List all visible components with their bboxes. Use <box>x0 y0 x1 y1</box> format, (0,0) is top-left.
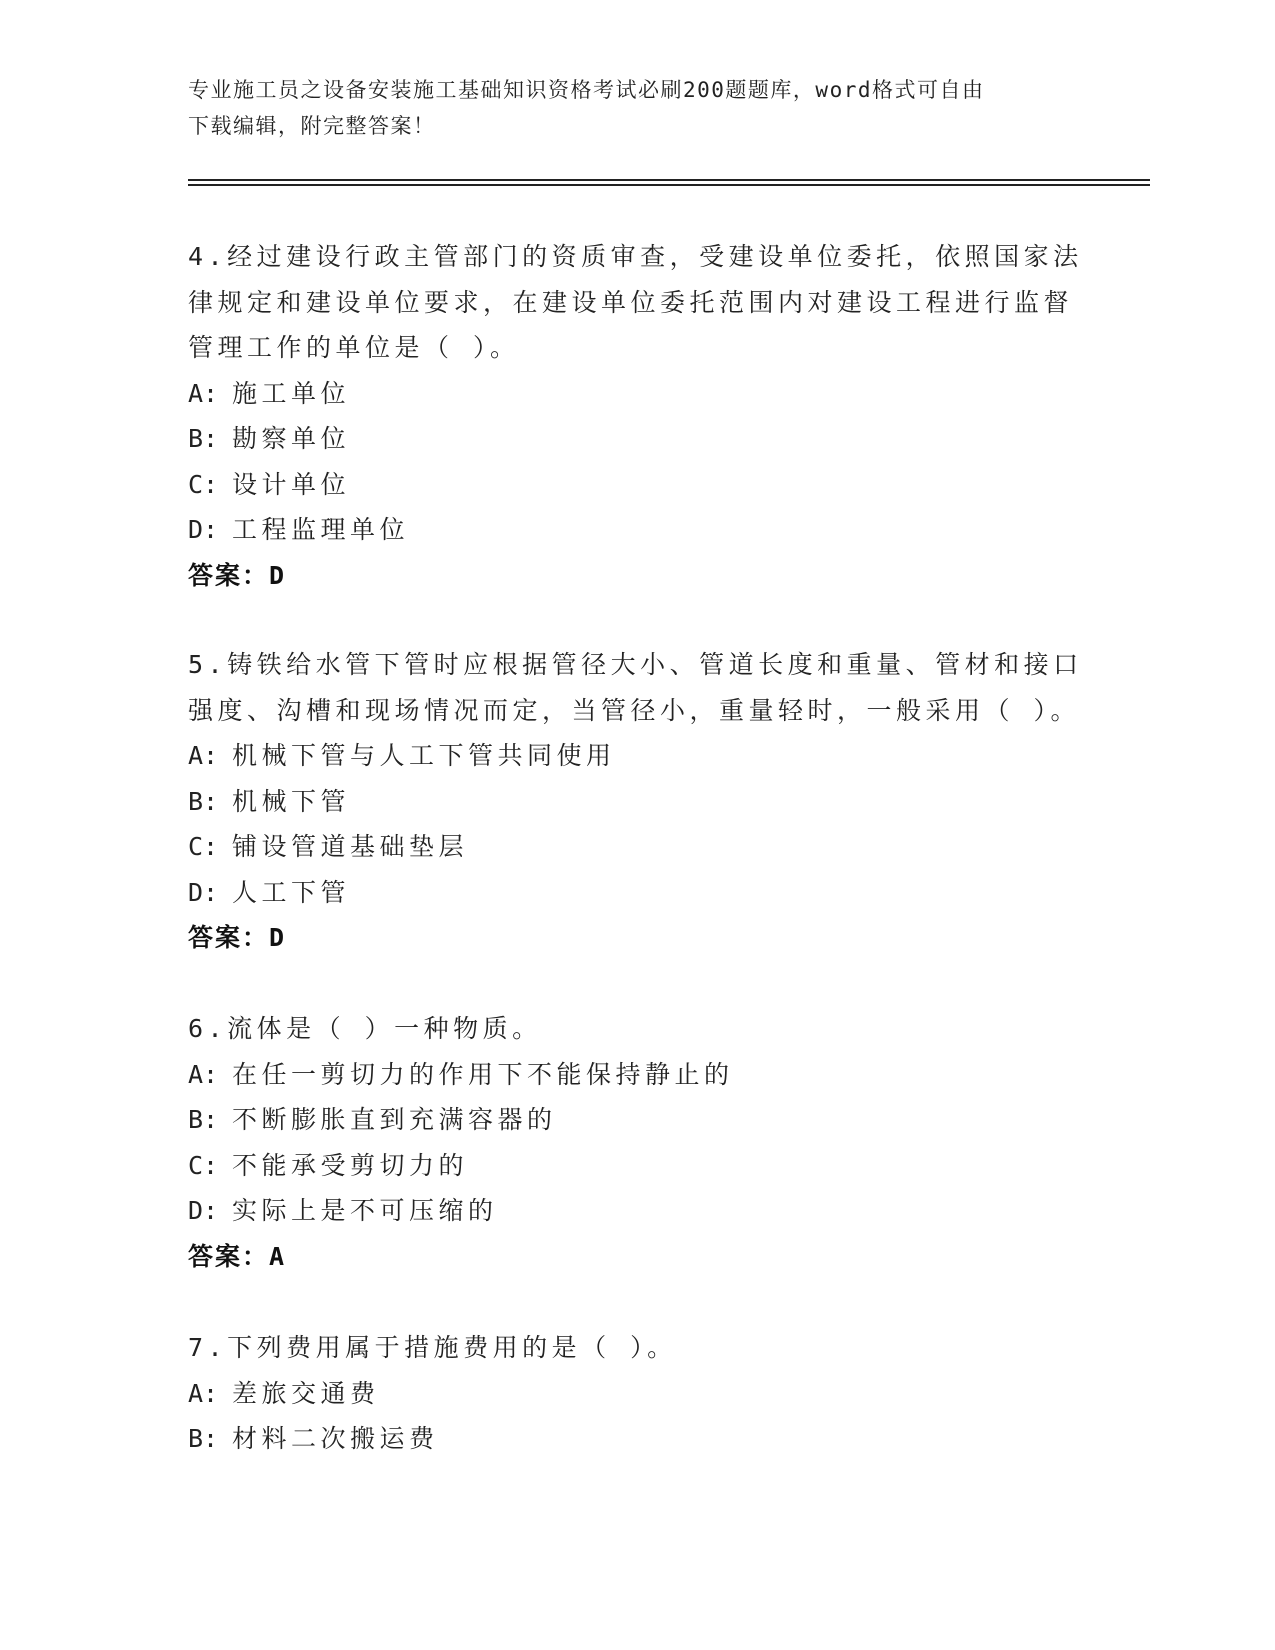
option-key: A: <box>188 1378 219 1408</box>
answer-label: 答案：A <box>188 1241 287 1271</box>
question-stem: 7.下列费用属于措施费用的是（ ）。 <box>188 1333 677 1362</box>
option-text: 不能承受剪切力的 <box>232 1150 469 1180</box>
option-text: 不断膨胀直到充满容器的 <box>232 1105 557 1134</box>
option-b <box>188 1416 1088 1462</box>
option-b <box>188 416 1088 462</box>
option-key: B: <box>188 1105 219 1134</box>
option-text: 机械下管 <box>232 786 351 816</box>
header-divider <box>188 184 1150 186</box>
option-b <box>188 1097 1088 1143</box>
question-stem: 4.经过建设行政主管部门的资质审查，受建设单位委托，依照国家法 <box>188 242 1083 271</box>
option-a <box>188 1371 1088 1417</box>
option-text: 实际上是不可压缩的 <box>232 1196 498 1225</box>
question-block <box>188 1006 1088 1279</box>
header-line: 下载编辑，附完整答案！ <box>188 114 436 138</box>
option-c <box>188 824 1088 870</box>
option-d <box>188 507 1088 553</box>
option-key: C: <box>188 832 219 861</box>
option-key: B: <box>188 1424 219 1453</box>
document-header <box>188 72 1088 144</box>
question-stem: 律规定和建设单位要求，在建设单位委托范围内对建设工程进行监督 <box>188 287 1074 317</box>
option-text: 施工单位 <box>232 378 351 408</box>
option-text: 设计单位 <box>232 469 351 499</box>
option-key: B: <box>188 786 219 816</box>
option-text: 机械下管与人工下管共同使用 <box>232 741 616 770</box>
option-key: A: <box>188 378 219 408</box>
option-d <box>188 1188 1088 1234</box>
question-stem: 6.流体是（ ）一种物质。 <box>188 1014 542 1043</box>
header-divider <box>188 179 1150 181</box>
header-line: 专业施工员之设备安装施工基础知识资格考试必刷200题题库，word格式可自由 <box>188 78 985 102</box>
option-key: A: <box>188 741 219 770</box>
option-key: D: <box>188 1196 219 1225</box>
option-key: D: <box>188 515 219 544</box>
option-text: 勘察单位 <box>232 424 351 453</box>
option-text: 差旅交通费 <box>232 1378 380 1408</box>
question-block <box>188 234 1088 598</box>
option-key: B: <box>188 424 219 453</box>
answer-label: 答案：D <box>188 560 287 590</box>
option-key: C: <box>188 469 219 499</box>
question-stem: 5.铸铁给水管下管时应根据管径大小、管道长度和重量、管材和接口 <box>188 650 1083 679</box>
option-text: 人工下管 <box>232 877 351 907</box>
option-text: 铺设管道基础垫层 <box>232 832 469 861</box>
option-key: A: <box>188 1059 219 1089</box>
question-stem: 管理工作的单位是（ ）。 <box>188 333 520 362</box>
option-a <box>188 733 1088 779</box>
option-text: 在任一剪切力的作用下不能保持静止的 <box>232 1059 734 1089</box>
option-a <box>188 1052 1088 1098</box>
option-a <box>188 371 1088 417</box>
option-key: D: <box>188 877 219 907</box>
option-c <box>188 1143 1088 1189</box>
option-d <box>188 870 1088 916</box>
question-block <box>188 642 1088 961</box>
option-key: C: <box>188 1150 219 1180</box>
option-text: 材料二次搬运费 <box>232 1424 439 1453</box>
option-b <box>188 779 1088 825</box>
answer-label: 答案：D <box>188 923 287 952</box>
option-c <box>188 462 1088 508</box>
question-stem: 强度、沟槽和现场情况而定，当管径小，重量轻时，一般采用（ ）。 <box>188 695 1081 725</box>
question-block <box>188 1325 1088 1462</box>
option-text: 工程监理单位 <box>232 515 410 544</box>
